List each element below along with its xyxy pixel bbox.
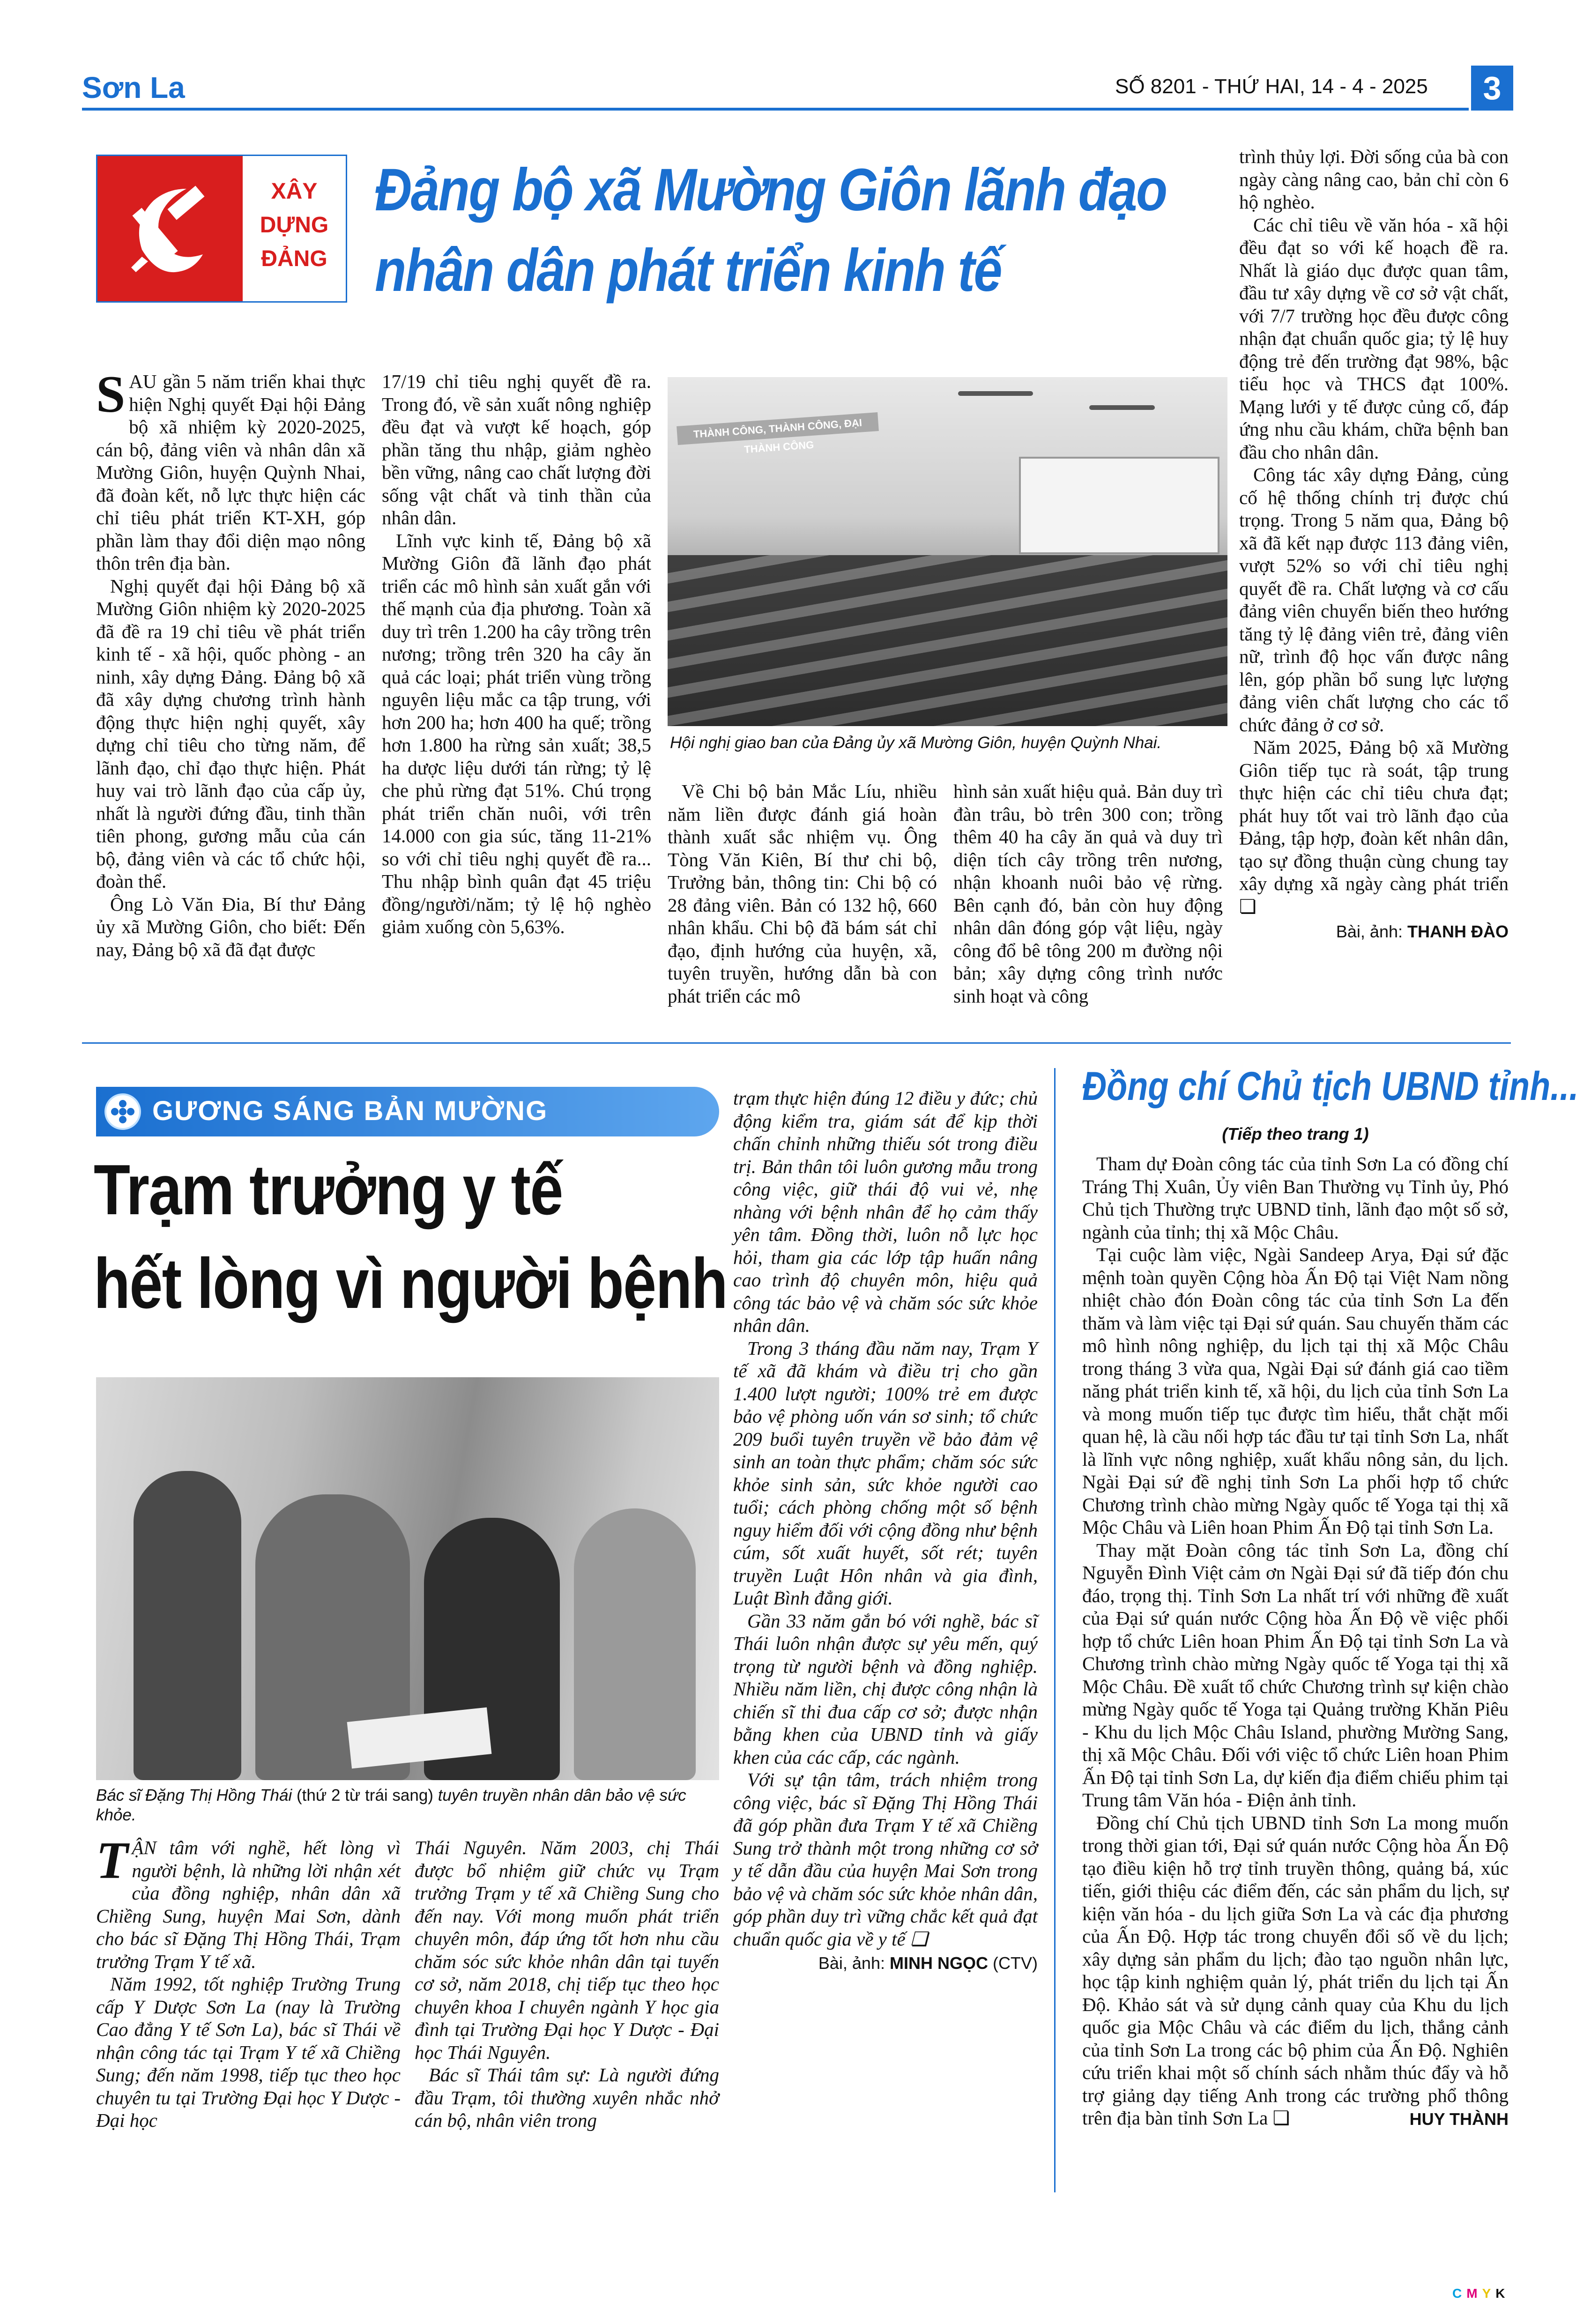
ceiling-fan-icon bbox=[958, 391, 1033, 396]
cmyk-c: C bbox=[1452, 2286, 1467, 2301]
meeting-photo bbox=[668, 377, 1227, 726]
cmyk-y: Y bbox=[1482, 2286, 1496, 2301]
article3-paragraph: Tham dự Đoàn công tác của tỉnh Sơn La có đồng chí Tráng Thị Xuân, Ủy viên Ban Thường vụ Tỉnh ủy, Phó Chủ tịch Thường trực UBND tỉnh, lãnh đạo một số sở, ngành của tỉnh; thị xã Mộc Châu. bbox=[1082, 1153, 1509, 1243]
meeting-banner: THÀNH CÔNG, THÀNH CÔNG, ĐẠI THÀNH CÔNG bbox=[677, 412, 879, 445]
article1-paragraph: SAU gần 5 năm triển khai thực hiện Nghị quyết Đại hội Đảng bộ xã nhiệm kỳ 2020-2025, cán bộ, đảng viên và nhân dân xã Mường Giôn, huyện Quỳnh Nhai, đã đoàn kết, nỗ lực thực hiện các chỉ tiêu phát triển KT-XH, góp phần làm thay đổi diện mạo nông thôn trên địa bàn. bbox=[96, 365, 365, 574]
party-badge bbox=[96, 155, 347, 303]
article1-col-1 bbox=[96, 365, 365, 961]
person-silhouette bbox=[574, 1508, 696, 1780]
hammer-sickle-icon bbox=[97, 156, 243, 301]
window-row bbox=[1019, 457, 1219, 554]
page-number bbox=[1471, 66, 1513, 111]
article2-byline bbox=[733, 1952, 1038, 1975]
article2-paragraph: Với sự tận tâm, trách nhiệm trong công việc, bác sĩ Đặng Thị Hồng Thái đã góp phần đưa Trạm Y tế xã Chiềng Sung trở thành một trong những cơ sở y tế dẫn đầu của huyện Mai Sơn trong bảo vệ và chăm sóc sức khỏe nhân dân, góp phần duy trì vững chắc kết quả đạt chuẩn quốc gia về y tế ❏ bbox=[733, 1769, 1038, 1950]
article1-paragraph: Về Chi bộ bản Mắc Líu, nhiều năm liền được đánh giá hoàn thành xuất sắc nhiệm vụ. Ông Tòng Văn Kiên, Bí thư chi bộ, Trưởng bản, thông tin: Chi bộ có 28 đảng viên. Bản có 132 hộ, 660 nhân khẩu. Chi bộ đã bám sát chỉ đạo, định hướng của huyện, xã, tuyên truyền, hướng dẫn bà con phát triển các mô bbox=[668, 780, 937, 1007]
article3-paragraph: Đồng chí Chủ tịch UBND tỉnh Sơn La mong muốn trong thời gian tới, Đại sứ quán nước Cộng hòa Ấn Độ tạo điều kiện hỗ trợ tỉnh truyền thông, quảng bá, xúc tiến, giới thiệu các điểm đến, các sản phẩm du lịch, sự kiện văn hóa - du lịch giữa Sơn La và các địa phương của Ấn Độ. Hợp tác trong chuyển đổi số về du lịch; xây dựng sản phẩm du lịch; đào tạo nguồn nhân lực, học tập kinh nghiệm quản lý, phát triển du lịch tại Ấn Độ. Khảo sát và sử dụng cảnh quay của Khu du lịch quốc gia Mộc Châu và các điểm du lịch, thắng cảnh của tỉnh Sơn La trong các bộ phim của Ấn Độ. Nghiên cứu triển khai một số chính sách nhằm thúc đẩy và hỗ trợ giảng dạy tiếng Anh trong các trường phổ thông trên địa bàn tỉnh Sơn La ❏ bbox=[1082, 1812, 1509, 2129]
article1-col-4 bbox=[953, 780, 1223, 1007]
article1-paragraph: Các chỉ tiêu về văn hóa - xã hội đều đạt so với kế hoạch đề ra. Nhất là giáo dục được quan tâm, đầu tư xây dựng về cơ sở vật chất, với 7/7 trường học đều được công nhận đạt chuẩn quốc gia; tỷ lệ huy động trẻ đến trường đạt 98%, bậc tiểu học và THCS đạt 100%. Mạng lưới y tế được củng cố, đáp ứng nhu cầu khám, chữa bệnh ban đầu cho nhân dân. bbox=[1239, 214, 1509, 463]
article3-paragraph: Thay mặt Đoàn công tác tỉnh Sơn La, đồng chí Nguyễn Đình Việt cảm ơn Ngài Đại sứ đã tiếp đón chu đáo, trọng thị. Tỉnh Sơn La nhất trí với những đề xuất của Đại sứ quán nước Cộng hòa Ấn Độ về việc phối hợp tổ chức Liên hoan Phim Ấn Độ tại tỉnh Sơn La và Chương trình chào mừng Ngày quốc tế Yoga tại thị xã Mộc Châu. Đề xuất tổ chức Chương trình sự kiện chào mừng Ngày quốc tế Yoga tại Quảng trường Khăn Piêu - Khu du lịch Mộc Châu Island, phường Mường Sang, thị xã Mộc Châu. Đối với việc tổ chức Liên hoan Phim Ấn Độ tại tỉnh Sơn La, dự kiến địa điểm chiếu phim tại Trung tâm Văn hóa - Điện ảnh tỉnh. bbox=[1082, 1539, 1509, 1811]
article2-col-1 bbox=[96, 1832, 401, 2132]
header-rule bbox=[82, 108, 1469, 111]
article2-paragraph: Thái Nguyên. Năm 2003, chị Thái được bổ nhiệm giữ chức vụ Trạm trưởng Trạm y tế xã Chiềng Sung cho đến nay. Với mong muốn phát triển chuyên môn, đáp ứng tốt hơn nhu cầu chăm sóc sức khỏe nhân dân tại tuyến cơ sở, năm 2018, chị tiếp tục theo học chuyên khoa I chuyên ngành Y học gia đình tại Trường Đại học Y Dược - Đại học Thái Nguyên. bbox=[415, 1837, 719, 2063]
byline-name: THANH ĐÀO bbox=[1407, 922, 1509, 941]
article3-divider bbox=[1054, 1068, 1056, 2192]
article1-col-2 bbox=[382, 370, 651, 938]
article1-bottom-rule bbox=[82, 1042, 1511, 1044]
article1-paragraph: Nghị quyết đại hội Đảng bộ xã Mường Giôn nhiệm kỳ 2020-2025 đã đề ra 19 chỉ tiêu về phát triển kinh tế - xã hội, quốc phòng - an ninh, xây dựng Đảng. Đảng bộ xã đã xây dựng chương trình hành động thực hiện nghị quyết, xây dựng chỉ tiêu cho từng năm, để lãnh đạo, chỉ đạo thực hiện. Phát huy vai trò lãnh đạo của cấp ủy, nhất là người đứng đầu, tinh thần tiên phong, gương mẫu của cán bộ, đảng viên và các tổ chức hội, đoàn thể. bbox=[96, 575, 365, 892]
caption-name: Bác sĩ Đặng Thị Hồng Thái bbox=[96, 1786, 292, 1804]
badge-red-block bbox=[97, 156, 243, 301]
kicker-line-3: ĐẢNG bbox=[261, 246, 327, 271]
article2-title-line-2: hết lòng vì người bệnh bbox=[94, 1244, 728, 1323]
badge-kicker bbox=[247, 175, 341, 276]
byline-prefix: Bài, ảnh: bbox=[1336, 922, 1403, 941]
article3-title: Đồng chí Chủ tịch UBND tỉnh... bbox=[1082, 1064, 1579, 1109]
caption-rest: tuyên truyền nhân dân bảo vệ sức khỏe. bbox=[96, 1786, 686, 1824]
article1-paragraph: Lĩnh vực kinh tế, Đảng bộ xã Mường Giôn đã lãnh đạo phát triển các mô hình sản xuất gắn với thế mạnh của địa phương. Toàn xã duy trì trên 1.200 ha cây trồng trên nương; trồng trên 320 ha cây ăn quả các loại; phát triển vùng trồng nguyên liệu mắc ca tập trung, với hơn 200 ha; hơn 400 ha quế; trồng hơn 1.800 ha rừng sản xuất; 38,5 ha dược liệu dưới tán rừng; tỷ lệ che phủ rừng đạt 51%. Chú trọng phát triển chăn nuôi, với trên 14.000 con gia súc, tăng 11-21% so với chỉ tiêu nghị quyết đề ra... Thu nhập bình quân đạt 45 triệu đồng/người/năm; tỷ lệ hộ nghèo giảm xuống còn 5,63%. bbox=[382, 529, 651, 937]
kicker-line-1: XÂY bbox=[271, 179, 318, 204]
article2-section-banner bbox=[96, 1087, 719, 1136]
kicker-line-2: DỰNG bbox=[260, 213, 329, 238]
ceiling-fan-icon bbox=[1089, 405, 1155, 410]
article2-paragraph: trạm thực hiện đúng 12 điều y đức; chủ động kiểm tra, giám sát để kịp thời chấn chỉnh những thiếu sót trong điều trị. Bản thân tôi luôn gương mẫu trong công việc, giữ thái độ vui vẻ, nhẹ nhàng với bệnh nhân để họ cảm thấy yên tâm. Đồng thời, luôn nỗ lực học hỏi, tham gia các lớp tập huấn nâng cao trình độ chuyên môn, hiệu quả công tác bảo vệ và chăm sóc sức khỏe nhân dân. bbox=[733, 1087, 1038, 1336]
article1-paragraph: 17/19 chỉ tiêu nghị quyết đề ra. Trong đó, về sản xuất nông nghiệp đều đạt và vượt kế hoạch, góp phần tăng thu nhập, giảm nghèo bền vững, nâng cao chất lượng đời sống vật chất và tinh thần của nhân dân. bbox=[382, 371, 651, 528]
person-silhouette bbox=[134, 1471, 241, 1780]
article2-paragraph: Gần 33 năm gắn bó với nghề, bác sĩ Thái luôn nhận được sự yêu mến, quý trọng từ người bệnh và đồng nghiệp. Nhiều năm liền, chị được công nhận là chiến sĩ thi đua cấp cơ sở; được nhận bằng khen của UBND tỉnh và giấy khen của các cấp, các ngành. bbox=[733, 1610, 1038, 1768]
article2-col-2 bbox=[415, 1836, 719, 2132]
flower-emblem-icon bbox=[104, 1093, 141, 1130]
article2-title-line-1: Trạm trưởng y tế bbox=[94, 1150, 563, 1230]
article1-paragraph: trình thủy lợi. Đời sống của bà con ngày càng nâng cao, bản chỉ còn 6 hộ nghèo. bbox=[1239, 146, 1509, 213]
section-label: GƯƠNG SÁNG BẢN MƯỜNG bbox=[152, 1096, 548, 1126]
cmyk-k: K bbox=[1495, 2286, 1510, 2301]
article1-title-line-2: nhân dân phát triển kinh tế bbox=[375, 237, 1001, 304]
issue-info: SỐ 8201 - THỨ HAI, 14 - 4 - 2025 bbox=[1115, 75, 1428, 98]
drop-cap: S bbox=[96, 365, 126, 423]
cmyk-m: M bbox=[1466, 2286, 1482, 2301]
article1-byline bbox=[1239, 921, 1509, 943]
doctor-photo bbox=[96, 1377, 719, 1780]
drop-cap: T bbox=[96, 1832, 128, 1890]
article1-col-5 bbox=[1239, 145, 1509, 943]
doctor-photo-caption bbox=[96, 1786, 719, 1825]
article1-paragraph: Ông Lò Văn Đia, Bí thư Đảng ủy xã Mường Giôn, cho biết: Đến nay, Đảng bộ xã đã đạt được bbox=[96, 893, 365, 960]
article2-paragraph: Bác sĩ Thái tâm sự: Là người đứng đầu Trạm, tôi thường xuyên nhắc nhở cán bộ, nhân viên trong bbox=[415, 2064, 719, 2131]
article1-paragraph: Năm 2025, Đảng bộ xã Mường Giôn tiếp tục rà soát, tập trung thực hiện các chỉ tiêu chưa đạt; phát huy tốt vai trò lãnh đạo của Đảng, tập hợp, đoàn kết nhân dân, tạo sự đồng thuận cùng chung tay xây dựng xã ngày càng phát triển ❏ bbox=[1239, 736, 1509, 917]
article1-title-line-1: Đảng bộ xã Mường Giôn lãnh đạo bbox=[375, 156, 1167, 223]
article3-paragraph: Tại cuộc làm việc, Ngài Sandeep Arya, Đại sứ đặc mệnh toàn quyền Cộng hòa Ấn Độ tại Việt Nam nồng nhiệt chào đón Đoàn công tác của tỉnh Sơn La đến thăm và làm việc tại Đại sứ quán. Sau chuyến thăm các mô hình nông nghiệp, du lịch tại thị xã Mộc Châu trong tháng 3 vừa qua, Ngài Đại sứ đánh giá cao tiềm năng phát triển kinh tế, xã hội, du lịch của tỉnh Sơn La và mong muốn tiếp tục được tìm hiểu, thắt chặt mối quan hệ, là cầu nối hợp tác đầu tư tại tỉnh Sơn La, nhất là lĩnh vực nông nghiệp, xuất khẩu nông sản, du lịch. Ngài Đại sứ đề nghị tỉnh Sơn La phối hợp tổ chức Chương trình chào mừng Ngày quốc tế Yoga tại thị xã Mộc Châu và Liên hoan Phim Ấn Độ tại tỉnh Sơn La. bbox=[1082, 1244, 1509, 1538]
page-number-text: 3 bbox=[1483, 70, 1502, 106]
byline-name: MINH NGỌC bbox=[890, 1953, 988, 1973]
byline-name: HUY THÀNH bbox=[1409, 2109, 1509, 2129]
article2-col-3 bbox=[733, 1087, 1038, 1975]
article1-paragraph: hình sản xuất hiệu quả. Bản duy trì đàn trâu, bò trên 300 con; trồng thêm 40 ha cây ăn quả và duy trì diện tích cây trồng trên nương, nhận khoanh nuôi bảo vệ rừng. Bên cạnh đó, bản còn huy động nhân dân đóng góp vật liệu, ngày công đổ bê tông 200 m đường nội bản; xây dựng công trình nước sinh hoạt và công bbox=[953, 780, 1223, 1007]
byline-note: (CTV) bbox=[993, 1953, 1038, 1973]
meeting-photo-caption: Hội nghị giao ban của Đảng ủy xã Mường Giôn, huyện Quỳnh Nhai. bbox=[670, 734, 1162, 752]
section-name: Sơn La bbox=[82, 71, 185, 104]
audience-rows bbox=[668, 555, 1227, 726]
article2-paragraph: TẬN tâm với nghề, hết lòng vì người bệnh, là những lời nhận xét của đồng nghiệp, nhân dân xã Chiềng Sung, huyện Mai Sơn, dành cho bác sĩ Đặng Thị Hồng Thái, Trạm trưởng Trạm Y tế xã. bbox=[96, 1832, 401, 1972]
article3-body bbox=[1082, 1152, 1509, 2131]
article1-paragraph: Công tác xây dựng Đảng, củng cố hệ thống chính trị được chú trọng. Trong 5 năm qua, Đảng bộ xã đã kết nạp được 113 đảng viên, vượt 52% so với chỉ tiêu nghị quyết đề ra. Chất lượng và cơ cấu đảng viên chuyển biến theo hướng tăng tỷ lệ đảng viên trẻ, đảng viên nữ, trình độ học vấn được nâng lên, góp phần bổ sung lực lượng đảng viên chất lượng cho các tổ chức đảng ở cơ sở. bbox=[1239, 464, 1509, 735]
article2-paragraph: Năm 1992, tốt nghiệp Trường Trung cấp Y Dược Sơn La (nay là Trường Cao đẳng Y tế Sơn La), bác sĩ Thái về nhận công tác tại Trạm Y tế xã Chiềng Sung; đến năm 1998, tiếp tục theo học chuyên tu tại Trường Đại học Y Dược - Đại học bbox=[96, 1973, 401, 2131]
article2-title bbox=[94, 1143, 728, 1330]
caption-note: (thứ 2 từ trái sang) bbox=[297, 1786, 433, 1804]
article1-col-3 bbox=[668, 780, 937, 1007]
article2-paragraph: Trong 3 tháng đầu năm nay, Trạm Y tế xã đã khám và điều trị cho gần 1.400 lượt người; 100% trẻ em được bảo vệ phòng uốn ván sơ sinh; tổ chức 209 buổi tuyên truyền về bảo đảm vệ sinh an toàn thực phẩm; chăm sóc sức khỏe sinh sản, sức khỏe người cao tuổi; cách phòng chống một số bệnh nguy hiểm đối với cộng đồng như bệnh cúm, sốt xuất huyết, sốt rét; tuyên truyền Luật Hôn nhân và gia đình, Luật Bình đẳng giới. bbox=[733, 1337, 1038, 1609]
article1-title bbox=[375, 150, 1167, 311]
article3-continued: (Tiếp theo trang 1) bbox=[1222, 1124, 1369, 1143]
cmyk-marks bbox=[1452, 2286, 1509, 2301]
byline-prefix: Bài, ảnh: bbox=[818, 1953, 885, 1973]
